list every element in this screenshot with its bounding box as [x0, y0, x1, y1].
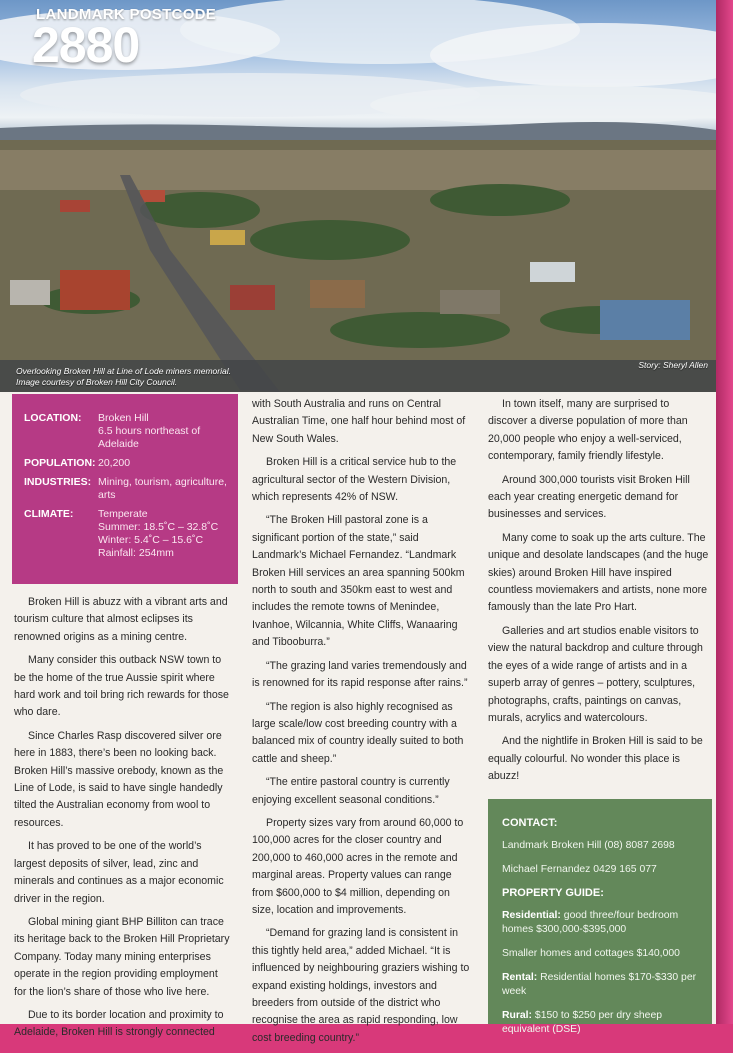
contact-agency-phone: Landmark Broken Hill (08) 8087 2698: [502, 840, 675, 851]
location-distance: 6.5 hours northeast of Adelaide: [98, 425, 201, 450]
industries-row: [24, 476, 228, 502]
location-label: LOCATION:: [24, 412, 82, 424]
contact-heading: CONTACT:: [502, 817, 558, 829]
article-column-3: [488, 396, 710, 792]
location-value: [98, 412, 228, 451]
rental-price: [502, 971, 702, 999]
population-label: POPULATION:: [24, 457, 96, 469]
paragraph: “The entire pastoral country is currently enjoying excellent seasonal conditions.”: [252, 776, 450, 806]
paragraph: Galleries and art studios enable visitors to view the natural backdrop and culture through the eyes of a wide range of artists and in a superb array of genres – pottery, sculptures, photographs, crafts, paintings on canvas, murals, acrylics and watercolours.: [488, 624, 703, 724]
paragraph: And the nightlife in Broken Hill is said to be equally colourful. No wonder this place is abuzz!: [488, 735, 703, 783]
paragraph: Many consider this outback NSW town to be the home of the true Aussie spirit where hard work and toil bring rich rewards for those who dare.: [14, 654, 229, 719]
industries-label: INDUSTRIES:: [24, 476, 92, 488]
location-row: [24, 412, 228, 451]
rental-value: Residential homes $170-$330 per week: [502, 972, 697, 997]
climate-label: CLIMATE:: [24, 508, 74, 520]
contact-agent-phone: Michael Fernandez 0429 165 077: [502, 864, 657, 875]
story-credit: Story: Sheryl Allen: [638, 360, 708, 370]
postcode-label: LANDMARK POSTCODE: [36, 6, 217, 23]
climate-value: [98, 508, 218, 560]
climate-type: Temperate: [98, 508, 148, 520]
industries-value: Mining, tourism, agriculture, arts: [98, 476, 227, 501]
smaller-homes-price: Smaller homes and cottages $140,000: [502, 948, 680, 959]
paragraph: Broken Hill is a critical service hub to the agricultural sector of the Western Division, which represents 42% of NSW.: [252, 456, 457, 504]
rural-value: $150 to $250 per dry sheep equivalent (DSE): [502, 1010, 663, 1035]
property-guide-heading: PROPERTY GUIDE:: [502, 887, 604, 899]
residential-price: [502, 909, 702, 937]
paragraph: Due to its border location and proximity to Adelaide, Broken Hill is strongly connected: [14, 1008, 224, 1039]
climate-rainfall: Rainfall: 254mm: [98, 547, 174, 559]
rural-price: [502, 1009, 702, 1037]
population-row: [24, 457, 228, 470]
caption-line-2: Image courtesy of Broken Hill City Council.: [16, 377, 178, 387]
residential-value: good three/four bedroom homes $300,000-$395,000: [502, 910, 679, 935]
climate-winter: Winter: 5.4˚C – 15.6˚C: [98, 534, 204, 546]
location-town: Broken Hill: [98, 412, 149, 424]
postcode-number: 2880: [32, 17, 140, 73]
paragraph: “Demand for grazing land is consistent in this tightly held area,” added Michael. “It is influenced by neighbouring graziers wishing to expand existing holdings, investors and breeders from outside of the district who recognise the area as rapid responding, low cost breeding country.”: [252, 927, 470, 1044]
population-value: 20,200: [98, 457, 131, 469]
article-column-1: [14, 594, 232, 1048]
caption-line-1: Overlooking Broken Hill at Line of Lode miners memorial.: [16, 366, 231, 376]
climate-summer: Summer: 18.5˚C – 32.8˚C: [98, 521, 219, 533]
paragraph: “The region is also highly recognised as large scale/low cost breeding country with a balanced mix of country ideally suited to both cattle and sheep.”: [252, 700, 464, 765]
climate-row: [24, 508, 228, 560]
paragraph: Around 300,000 tourists visit Broken Hill each year creating energetic demand for businesses and services.: [488, 473, 690, 521]
page-edge-magenta: [716, 0, 733, 1024]
rental-label: Rental:: [502, 972, 538, 983]
paragraph: Many come to soak up the arts culture. The unique and desolate landscapes (and the huge skies) around Broken Hill have inspired countless moviemakers and artists, none more famously than the late Pro Hart.: [488, 531, 709, 614]
paragraph: with South Australia and runs on Central Australian Time, one half hour behind most of New South Wales.: [252, 398, 466, 445]
paragraph: In town itself, many are surprised to discover a diverse population of more than 20,000 people who enjoy a well-serviced, contemporary, family friendly lifestyle.: [488, 398, 688, 463]
paragraph: It has proved to be one of the world’s largest deposits of silver, lead, zinc and minerals and continues as a major economic driver in the region.: [14, 840, 224, 905]
paragraph: Broken Hill is abuzz with a vibrant arts and tourism culture that almost eclipses its renowned origins as a mining centre.: [14, 596, 228, 643]
rural-label: Rural:: [502, 1010, 533, 1021]
town-facts-box: [12, 394, 238, 584]
paragraph: Since Charles Rasp discovered silver ore here in 1883, there’s been no looking back. Broken Hill’s massive orebody, known as the Line of Lode, is said to have single handedly tilted the Australian economy from wool to resources.: [14, 729, 224, 829]
town-aerial-photo: [0, 0, 716, 392]
paragraph: “The Broken Hill pastoral zone is a significant portion of the state,” said Landmark’s Michael Fernandez. “Landmark Broken Hill services an area spanning 500km north to south and 350km east to west and includes the remote towns of Menindee, Ivanhoe, Wilcannia, White Cliffs, Wanaaring and Tibooburra.”: [252, 514, 465, 649]
photo-caption: [16, 366, 231, 388]
paragraph: Property sizes vary from around 60,000 to 100,000 acres for the closer country and 200,000 to 460,000 acres in the remote and marginal areas. Property values can range from $600,000 to $4 million, depending on size, location and improvements.: [252, 816, 464, 916]
paragraph: Global mining giant BHP Billiton can trace its heritage back to the Broken Hill Proprietary Company. Today many mining enterprises operate in the region providing employment for the lion’s share of those who live here.: [14, 915, 230, 998]
article-column-2: [252, 396, 474, 1053]
contact-box: [488, 799, 712, 1035]
residential-label: Residential:: [502, 910, 561, 921]
paragraph: “The grazing land varies tremendously and is renowned for its rapid response after rains.”: [252, 659, 468, 690]
